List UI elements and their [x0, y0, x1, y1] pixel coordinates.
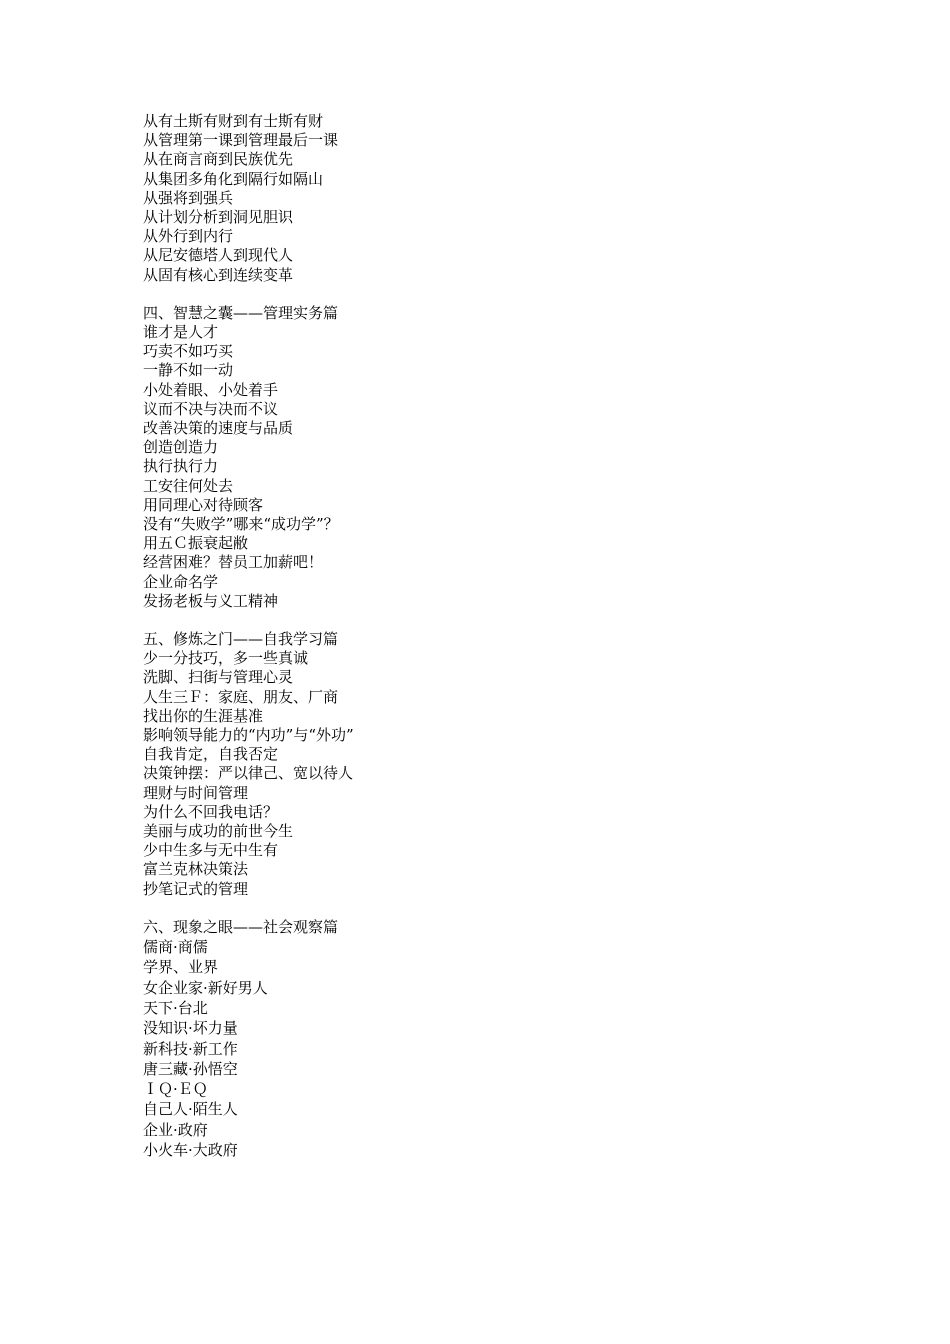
list-item: 学界、业界	[143, 958, 219, 977]
list-item: 从在商言商到民族优先	[143, 150, 294, 169]
list-item: 人生三Ｆ：家庭、朋友、厂商	[143, 687, 339, 706]
list-item: 影响领导能力的“内功”与“外功”	[143, 726, 354, 744]
list-item: 从计划分析到洞见胆识	[143, 207, 294, 226]
list-item: 从强将到强兵	[143, 188, 234, 207]
list-item: 用五Ｃ振衰起敝	[143, 534, 249, 553]
list-item: 找出你的生涯基准	[143, 706, 264, 725]
list-item: 天下·台北	[143, 998, 208, 1017]
list-item: 少中生多与无中生有	[143, 841, 279, 860]
list-item: 富兰克林决策法	[143, 860, 249, 879]
list-item: ＩＱ·ＥＱ	[143, 1080, 208, 1099]
list-item: 一静不如一动	[143, 361, 234, 380]
list-item: 为什么不回我电话？	[143, 802, 279, 821]
list-item: 抄笔记式的管理	[143, 879, 249, 898]
list-item: 发扬老板与义工精神	[143, 591, 279, 610]
blank-line	[143, 611, 843, 630]
list-item: 改善决策的速度与品质	[143, 419, 294, 437]
list-item: 女企业家·新好男人	[143, 978, 268, 997]
list-item: 用同理心对待顾客	[143, 495, 264, 514]
list-item: 决策钟摆：严以律己、宽以待人	[143, 764, 354, 783]
list-item: 没有“失败学”哪来“成功学”？	[143, 514, 339, 533]
list-item: 自己人·陌生人	[143, 1100, 238, 1119]
list-item: 洗脚、扫街与管理心灵	[143, 668, 294, 687]
section-management-practice	[143, 304, 843, 611]
list-item: 从尼安德塔人到现代人	[143, 246, 294, 265]
list-item: 从管理第一课到管理最后一课	[143, 131, 339, 150]
list-item: 唐三藏·孙悟空	[143, 1059, 238, 1078]
list-item: 理财与时间管理	[143, 783, 249, 802]
list-item: 儒商·商儒	[143, 938, 208, 957]
list-item: 巧卖不如巧买	[143, 342, 234, 361]
list-item: 议而不决与决而不议	[143, 399, 279, 418]
list-item: 少一分技巧，多一些真诚	[143, 649, 309, 668]
section-title: 四、智慧之囊——管理实务篇	[143, 303, 339, 322]
list-item: 执行执行力	[143, 457, 219, 476]
list-item: 自我肯定，自我否定	[143, 745, 279, 764]
list-item: 从集团多角化到隔行如隔山	[143, 169, 324, 188]
list-item: 从固有核心到连续变革	[143, 265, 294, 284]
list-item: 没知识·坏力量	[143, 1019, 238, 1038]
section-title: 六、现象之眼——社会观察篇	[143, 917, 339, 936]
list-item: 谁才是人才	[143, 323, 219, 342]
blank-line	[143, 899, 843, 918]
list-item: 小火车·大政府	[143, 1141, 238, 1160]
section-continuation	[143, 112, 843, 285]
list-item: 创造创造力	[143, 438, 219, 457]
list-item: 美丽与成功的前世今生	[143, 821, 294, 840]
document-page	[143, 112, 843, 1160]
section-title: 五、修炼之门——自我学习篇	[143, 630, 339, 649]
list-item: 从有土斯有财到有士斯有财	[143, 112, 324, 130]
list-item: 新科技·新工作	[143, 1039, 238, 1058]
list-item: 小处着眼、小处着手	[143, 380, 279, 399]
list-item: 企业·政府	[143, 1120, 208, 1139]
section-self-learning	[143, 630, 843, 899]
list-item: 工安往何处去	[143, 476, 234, 495]
blank-line	[143, 285, 843, 304]
list-item: 从外行到内行	[143, 227, 234, 246]
list-item: 企业命名学	[143, 572, 219, 591]
list-item: 经营困难？替员工加薪吧！	[143, 553, 324, 572]
section-social-observation	[143, 918, 843, 1160]
